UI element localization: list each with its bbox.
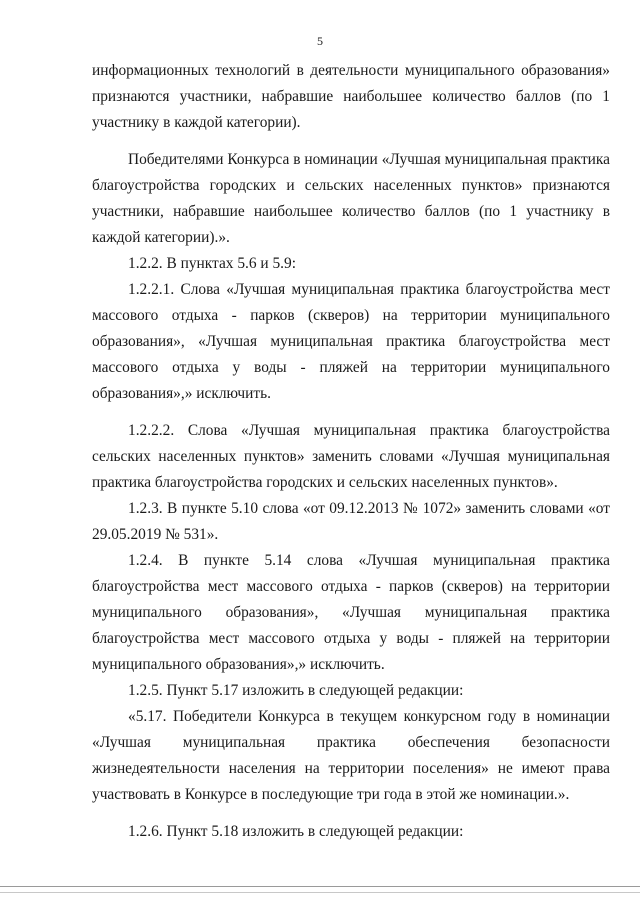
paragraph-1-2-4: 1.2.4. В пункте 5.14 слова «Лучшая муниципальная практика благоустройства мест массового отдыха - парков (скверов) на территории муниципального образования», «Лучшая муниципальная практика благоустройства мест массового отдыха у воды - пляжей на территории муниципального образования»,» исключить. <box>92 552 610 673</box>
page-number: 5 <box>317 34 323 48</box>
paragraph-1-2-6: 1.2.6. Пункт 5.18 изложить в следующей редакции: <box>128 823 464 840</box>
paragraph-winners-landscaping: Победителями Конкурса в номинации «Лучшая муниципальная практика благоустройства городских и сельских населенных пунктов» признаются участники, набравшие наибольшее количество баллов (по 1 участнику в каждой категории).». <box>92 151 610 246</box>
document-body <box>92 58 610 845</box>
paragraph-continuation: информационных технологий в деятельности муниципального образования» признаются участники, набравшие наибольшее количество баллов (по 1 участнику в каждой категории). <box>92 62 610 131</box>
paragraph-5-17: «5.17. Победители Конкурса в текущем конкурсном году в номинации «Лучшая муниципальная практика обеспечения безопасности жизнедеятельности населения на территории поселения» не имеют права участвовать в Конкурсе в последующие три года в этой же номинации.». <box>92 708 610 803</box>
paragraph-1-2-5: 1.2.5. Пункт 5.17 изложить в следующей редакции: <box>128 682 464 699</box>
paragraph-1-2-2-2: 1.2.2.2. Слова «Лучшая муниципальная практика благоустройства сельских населенных пунктов» заменить словами «Лучшая муниципальная практика благоустройства городских и сельских населенных пунктов». <box>92 422 610 491</box>
paragraph-1-2-2-1: 1.2.2.1. Слова «Лучшая муниципальная практика благоустройства мест массового отдыха - парков (скверов) на территории муниципального образования», «Лучшая муниципальная практика благоустройства мест массового отдыха у воды - пляжей на территории муниципального образования»,» исключить. <box>92 281 610 402</box>
paragraph-1-2-2: 1.2.2. В пунктах 5.6 и 5.9: <box>128 255 297 272</box>
scan-bottom-edge-shadow <box>0 892 640 893</box>
paragraph-1-2-3: 1.2.3. В пункте 5.10 слова «от 09.12.2013 № 1072» заменить словами «от 29.05.2019 № 531». <box>92 500 610 543</box>
scan-bottom-edge <box>0 886 640 887</box>
